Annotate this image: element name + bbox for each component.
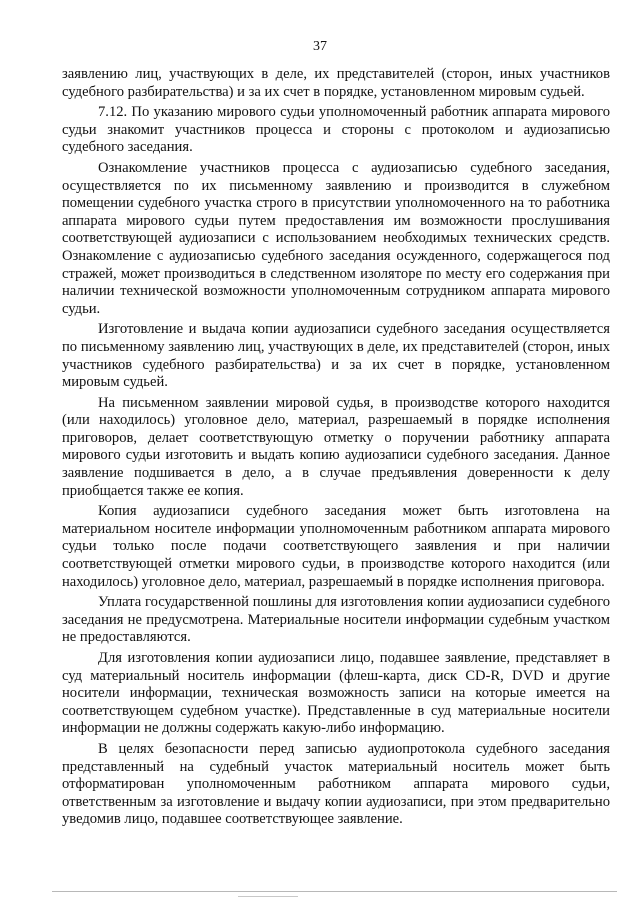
paragraph-storage-media: Для изготовления копии аудиозаписи лицо, подавшее заявление, представляет в суд материальный носитель информации (флеш-карта, диск CD-R, DVD и другие носители информации, техническая возможность записи на которые имеется на соответствующем судебном участке). Представленные в суд материальные носители информации не должны содержать какую-либо информацию. [62, 650, 610, 737]
paragraph-security-formatting: В целях безопасности перед записью аудиопротокола судебного заседания представленный на судебный участок материальный носитель может быть отформатирован уполномоченным работником аппарата мирового судьи, ответственным за изготовление и выдачу копии аудиозаписи, при этом предварительно уведомив лицо, подавшее соответствующее заявление. [62, 740, 610, 828]
page-number: 37 [313, 39, 327, 54]
paragraph-judge-mark: На письменном заявлении мировой судья, в производстве которого находится (или находилось) уголовное дело, материал, разрешаемый в порядке исполнения приговоров, делает соответствующую отметку о поручении работнику аппарата мирового судьи изготовить и выдать копию аудиозаписи судебного заседания. Данное заявление подшивается в дело, а в случае предъявления доверенности к делу приобщается также ее копия. [62, 394, 610, 499]
paragraph-familiarization: Ознакомление участников процесса с аудиозаписью судебного заседания, осуществляется по их письменному заявлению и производится в служебном помещении судебного участка строго в присутствии уполномоченного на то работника аппарата мирового судьи путем предоставления им возможности прослушивания соответствующей аудиозаписи с использованием необходимых технических средств. Ознакомление с аудиозаписью судебного заседания осужденного, содержащегося под стражей, может производиться в следственном изоляторе по месту его содержания при наличии технической возможности уполномоченным сотрудником аппарата мирового судьи. [62, 159, 610, 317]
paragraph-state-fee: Уплата государственной пошлины для изготовления копии аудиозаписи судебного заседания не предусмотрена. Материальные носители информации судебным участком не предоставляются. [62, 594, 610, 646]
scan-artifact [238, 896, 298, 900]
paragraph-copy-medium: Копия аудиозаписи судебного заседания может быть изготовлена на материальном носителе информации уполномоченным работником аппарата мирового судьи только после подачи соответствующего заявления и при наличии соответствующей отметки мирового судьи, в производстве которого находится (или находилось) уголовное дело, материал, разрешаемый в порядке исполнения приговора. [62, 503, 610, 590]
paragraph-continuation: заявлению лиц, участвующих в деле, их представителей (сторон, иных участников судебного разбирательства) и за их счет в порядке, установленном мировым судьей. [62, 66, 610, 100]
paragraph-copy-production: Изготовление и выдача копии аудиозаписи судебного заседания осуществляется по письменному заявлению лиц, участвующих в деле, их представителей (сторон, иных участников судебного разбирательства) и за их счет в порядке, установленном мировым судьей. [62, 321, 610, 391]
footer-rule [52, 891, 617, 892]
document-body [62, 66, 610, 832]
paragraph-7-12: 7.12. По указанию мирового судьи уполномоченный работник аппарата мирового судьи знакомит участников процесса и стороны с протоколом и аудиозаписью судебного заседания. [62, 104, 610, 156]
